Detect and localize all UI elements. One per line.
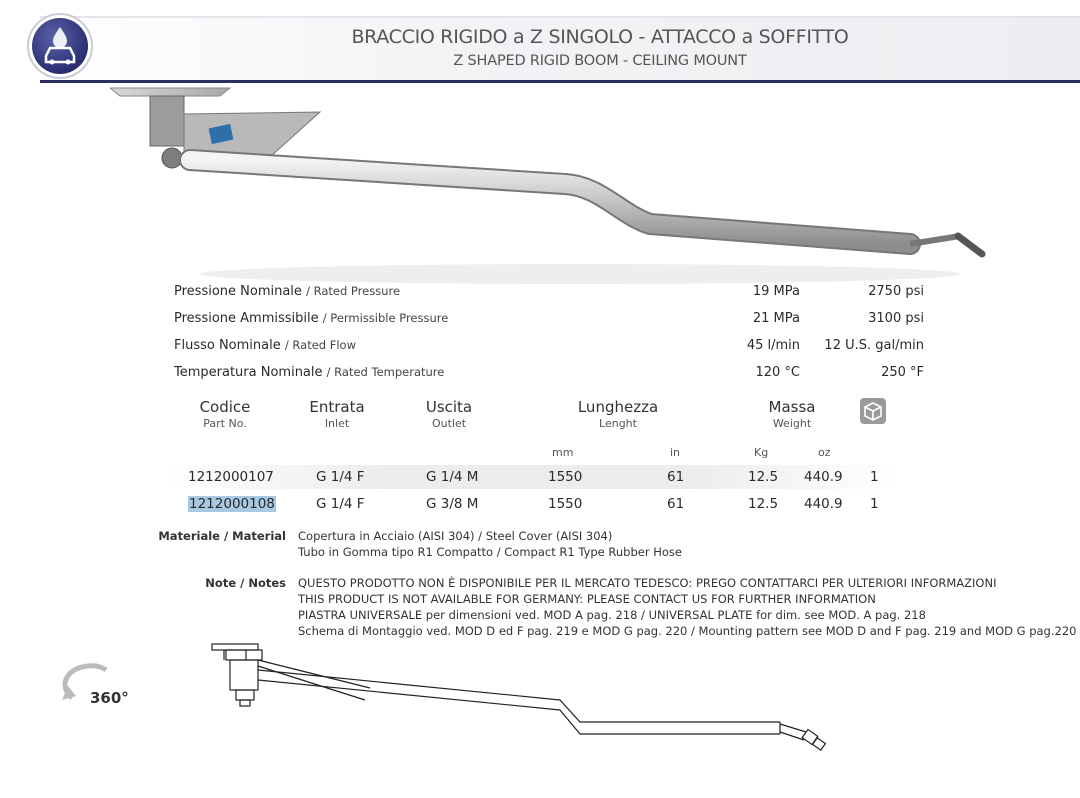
- product-photo: [110, 84, 1000, 284]
- spec-value-imperial: 250 °F: [881, 365, 924, 380]
- car-wash-icon: [32, 18, 88, 74]
- col-header-mass: Massa Weight: [768, 398, 816, 430]
- cell-outlet: G 1/4 M: [426, 469, 479, 485]
- spec-row-rated-flow: [174, 335, 934, 362]
- technical-drawing: [200, 640, 840, 770]
- spec-value-metric: 21 MPa: [752, 311, 800, 326]
- page-header: [0, 0, 1080, 90]
- spec-row-rated-pressure: [174, 281, 934, 308]
- notes-label: Note / Notes: [205, 576, 286, 590]
- cell-length-mm: 1550: [548, 496, 583, 512]
- cell-mass-kg: 12.5: [748, 469, 779, 485]
- unit-in: in: [670, 446, 681, 459]
- cell-inlet: G 1/4 F: [316, 496, 365, 512]
- specs-list: [174, 281, 934, 389]
- spec-value-imperial: 3100 psi: [868, 311, 924, 326]
- box-icon: [860, 398, 886, 424]
- material-label: Materiale / Material: [158, 529, 286, 543]
- unit-mm: mm: [552, 446, 574, 459]
- notes-text: QUESTO PRODOTTO NON È DISPONIBILE PER IL MERCATO TEDESCO: PREGO CONTATTARCI PER ULTERIORI INFORMAZIONI THIS PRODUCT IS NOT AVAILABLE FOR GERMANY: PLEASE CONTACT US FOR FURTHER INFORMATION PIASTRA UNIVERSALE per dimensioni ved. MOD A pag. 218 / UNIVERSAL PLATE for dim. see MOD. A pag. 218 Schema di Montaggio ved. MOD D ed F pag. 219 e MOD G pag. 220 / Mounting pattern see MOD D and F pag. 219 and MOD G pag.220: [298, 576, 1077, 638]
- cell-qty: 1: [870, 469, 879, 485]
- cell-code: 1212000107: [188, 469, 274, 485]
- spec-value-metric: 45 l/min: [746, 338, 800, 353]
- spec-value-metric: 19 MPa: [752, 284, 800, 299]
- spec-name: Flusso Nominale / Rated Flow: [174, 338, 356, 353]
- col-header-code: Codice Part No.: [199, 398, 251, 430]
- cell-code: [188, 496, 276, 512]
- cell-length-in: 61: [667, 469, 685, 485]
- unit-kg: Kg: [754, 446, 769, 459]
- unit-oz: oz: [818, 446, 831, 459]
- selected-code[interactable]: 1212000108: [189, 496, 275, 512]
- cell-qty: 1: [870, 496, 879, 512]
- spec-row-permissible-pressure: [174, 308, 934, 335]
- spec-row-rated-temperature: [174, 362, 934, 389]
- cell-outlet: G 3/8 M: [426, 496, 479, 512]
- spec-name: Pressione Nominale / Rated Pressure: [174, 284, 401, 299]
- cell-mass-oz: 440.9: [804, 469, 843, 485]
- cell-inlet: G 1/4 F: [316, 469, 365, 485]
- col-header-inlet: Entrata Inlet: [309, 398, 365, 430]
- cell-mass-oz: 440.9: [804, 496, 843, 512]
- spec-name: Temperatura Nominale / Rated Temperature: [174, 365, 445, 380]
- table-row: [170, 492, 900, 516]
- page-subtitle: Z SHAPED RIGID BOOM - CEILING MOUNT: [453, 53, 747, 69]
- col-header-length: Lunghezza Lenght: [577, 398, 659, 430]
- cell-length-in: 61: [667, 496, 685, 512]
- col-header-outlet: Uscita Outlet: [425, 398, 473, 430]
- spec-value-imperial: 2750 psi: [868, 284, 924, 299]
- rotate-360-label: 360°: [90, 689, 129, 707]
- table-row: [170, 465, 900, 489]
- cell-length-mm: 1550: [548, 469, 583, 485]
- spec-value-metric: 120 °C: [755, 365, 800, 380]
- cell-mass-kg: 12.5: [748, 496, 779, 512]
- spec-value-imperial: 12 U.S. gal/min: [824, 338, 924, 353]
- page-title: BRACCIO RIGIDO a Z SINGOLO - ATTACCO a SOFFITTO: [351, 26, 849, 48]
- spec-name: Pressione Ammissibile / Permissible Pressure: [174, 311, 449, 326]
- material-text: Copertura in Acciaio (AISI 304) / Steel Cover (AISI 304) Tubo in Gomma tipo R1 Compatto / Compact R1 Type Rubber Hose: [298, 529, 682, 559]
